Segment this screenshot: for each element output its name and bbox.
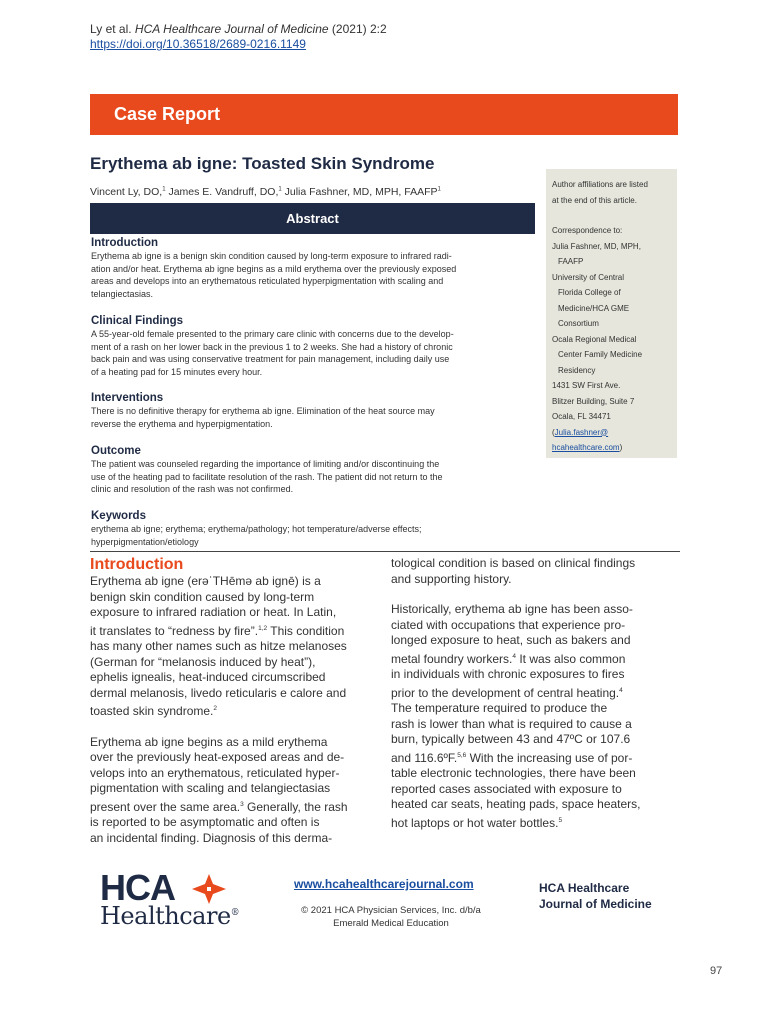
text-line: it translates to “redness by fire”.$^{1,2}$ This condition — [90, 623, 345, 638]
logo-subtitle: Healthcare® — [100, 902, 240, 930]
text-line: pigmentation with scaling and telangiectasias — [90, 781, 331, 795]
text-line: is reported to be asymptomatic and often is — [90, 815, 320, 829]
abstract-clinical-findings: Clinical Findings A 55-year-old female presented to the primary care clinic with concerns due to the develop- ment of a rash on her lower back in the previous 1 to 2 weeks. She had a history of chronic back pain and was using conservative treatment for pain management, including daily use of a heating pad for 15 minutes every hour. — [91, 315, 454, 377]
abstract-keywords: Keywords erythema ab igne; erythema; erythema/pathology; hot temperature/adverse effects; hyperpigmentation/etiology — [91, 510, 422, 547]
text-line: Erythema ab igne begins as a mild erythema — [90, 734, 328, 749]
text-line: toasted skin syndrome.$^2$ — [90, 704, 218, 718]
text-line: and supporting history. — [391, 571, 512, 586]
text-line: reported cases associated with exposure to — [391, 781, 622, 796]
text-line: Historically, erythema ab igne has been asso- — [391, 602, 633, 616]
text-line: present over the same area.$^3$ Generally, the rash — [90, 799, 348, 814]
text-line: over the previously heat-exposed areas and de- — [90, 750, 345, 764]
abstract-heading: Abstract — [90, 203, 535, 234]
text-line: rash is lower than what is required to cause a — [391, 716, 632, 731]
text-line: velops into an erythematous, reticulated hyper- — [90, 765, 340, 780]
text-line: benign skin condition caused by long-term — [90, 589, 315, 604]
abstract-interventions: Interventions There is no definitive therapy for erythema ab igne. Elimination of the heat source may reverse the erythema and hyperpigmentation. — [91, 392, 435, 429]
text-line: exposure to infrared radiation or heat. In Latin, — [90, 605, 337, 619]
banner-label: Case Report — [114, 104, 221, 124]
hca-healthcare-logo — [100, 867, 240, 930]
text-line: heated car seats, heating pads, space heaters, — [391, 797, 641, 811]
body-left-column — [90, 556, 380, 846]
abstract-outcome: Outcome The patient was counseled regarding the importance of limiting and/or discontinuing the use of the heating pad to facilitate resolution of the rash. The patient did not return to the clinic and resolution of the rash was not confirmed. — [91, 445, 443, 495]
author-list: Vincent Ly, DO,$^1$ James E. Vandruff, DO,$^1$ Julia Fashner, MD, MPH, FAAFP$^1$ — [90, 186, 441, 198]
text-line: tological condition is based on clinical findings — [391, 556, 636, 570]
paragraph — [391, 602, 681, 831]
footer-journal-name: HCA Healthcare Journal of Medicine — [539, 881, 652, 911]
text-line: dermal melanosis, livedo reticularis e calore and — [90, 685, 347, 700]
correspondence-email-domain[interactable]: hcahealthcare.com — [552, 443, 620, 452]
page-number: 97 — [710, 965, 723, 977]
copyright: © 2021 HCA Physician Services, Inc. d/b/a Emerald Medical Education — [301, 905, 481, 929]
body-right-column — [391, 556, 681, 831]
citation-journal: HCA Healthcare Journal of Medicine — [134, 22, 329, 36]
journal-website-link[interactable]: www.hcahealthcarejournal.com — [294, 877, 474, 891]
text-line: in individuals with chronic exposures to fires — [391, 667, 625, 681]
citation-authors: Ly et al. — [90, 22, 132, 36]
paragraph — [90, 735, 380, 847]
text-line: ephelis ignealis, heat-induced circumscribed — [90, 670, 326, 684]
section-divider — [90, 551, 680, 552]
paragraph — [391, 556, 681, 587]
text-line: table electronic technologies, there have been — [391, 766, 636, 780]
correspondence-sidebar: Author affiliations are listed at the end of this article. Correspondence to: Julia Fashner, MD, MPH, FAAFP University of Central Florida College of Medicine/HCA GME Consortium Ocala Regional Medical Center Family Medicine Residency 1431 SW First Ave. Blitzer Building, Suite 7 Ocala, FL 34471 (Julia.fashner@ hcahealthcare.com) — [546, 169, 677, 458]
abstract-introduction: Introduction Erythema ab igne is a benign skin condition caused by long-term exposure to infrared radi- ation and/or heat. Erythema ab igne begins as a mild erythema over the previously exposed areas and develops into an erythematous reticulated hyperpigmentation with scaling and telangiectasias. — [91, 237, 457, 299]
case-report-banner — [90, 94, 678, 135]
text-line: and 116.6ºF.$^{5,6}$ With the increasing use of por- — [391, 750, 633, 765]
citation-line — [90, 21, 387, 37]
text-line: metal foundry workers.$^4$ It was also common — [391, 651, 626, 666]
text-line: an incidental finding. Diagnosis of this derma- — [90, 830, 333, 845]
doi-link[interactable]: https://doi.org/10.36518/2689-0216.1149 — [90, 37, 306, 51]
text-line: The temperature required to produce the — [391, 701, 608, 715]
article-title: Erythema ab igne: Toasted Skin Syndrome — [90, 154, 435, 173]
text-line: hot laptops or hot water bottles.$^5$ — [391, 815, 563, 830]
text-line: Erythema ab igne (erəˈTHēmə ab ignē) is a — [90, 574, 321, 588]
correspondence-email[interactable]: Julia.fashner@ — [554, 427, 609, 437]
paragraph — [90, 574, 380, 720]
text-line: has many other names such as hitze melanoses — [90, 639, 347, 653]
citation-volume: (2021) 2:2 — [331, 22, 387, 36]
text-line: ciated with occupations that experience pro- — [391, 617, 626, 632]
text-line: burn, typically between 43 and 47ºC or 107.6 — [391, 732, 631, 746]
logo-wordmark: HCA — [100, 867, 175, 908]
text-line: (German for “melanosis induced by heat”), — [90, 654, 316, 669]
text-line: longed exposure to heat, such as bakers and — [391, 633, 631, 647]
introduction-heading: Introduction — [90, 556, 184, 573]
text-line: prior to the development of central heating.$^4$ — [391, 685, 623, 700]
